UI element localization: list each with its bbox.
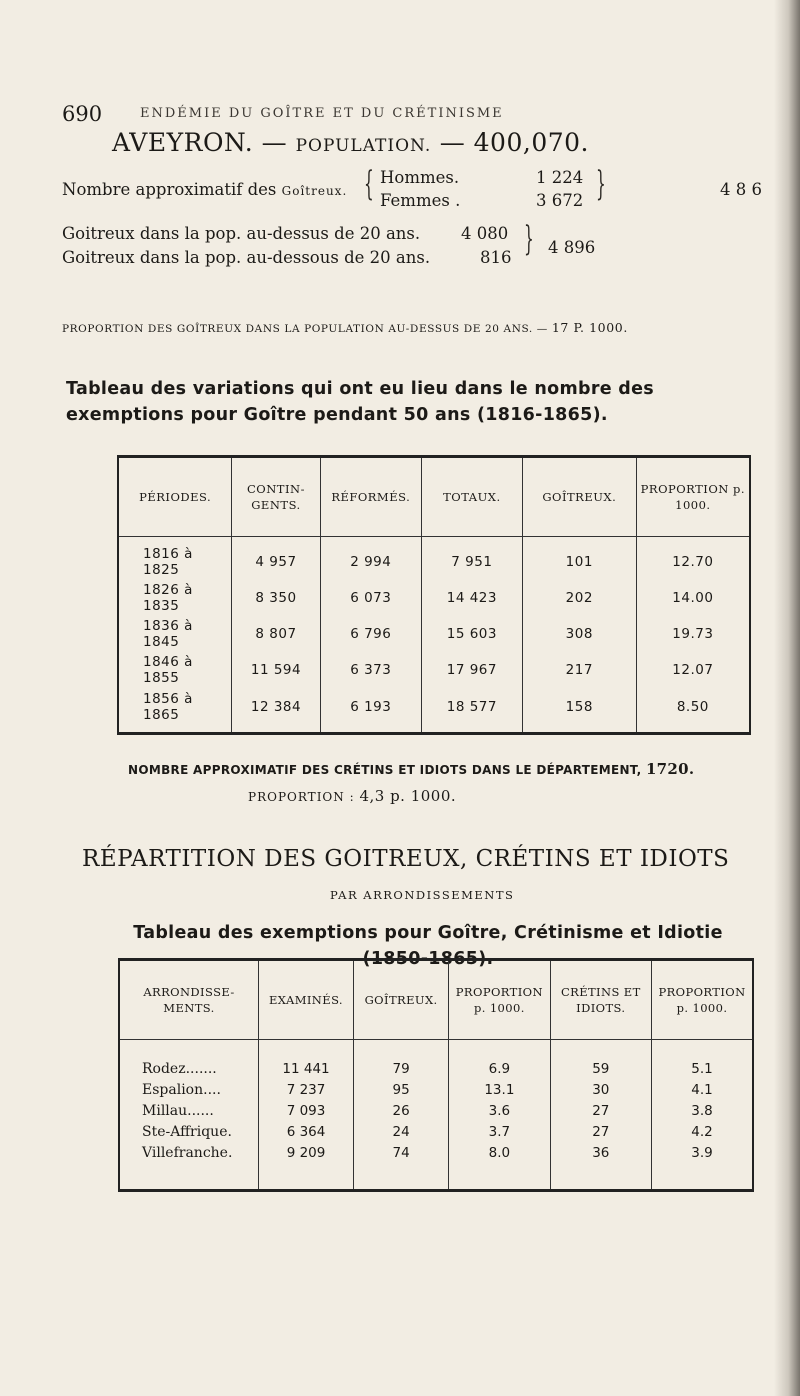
table-row: 1836 à 1845 8 807 6 796 15 603 308 19.73 xyxy=(118,616,750,652)
goitreux-total: 4 8 6 xyxy=(720,180,762,199)
col-header: EXAMINÉS. xyxy=(258,960,353,1040)
table2-caption: Tableau des exemptions pour Goître, Crétinisme et Idiotie (1850-1865). xyxy=(133,923,723,969)
table-header-row xyxy=(119,960,753,1040)
table-row: 1816 à 1825 4 957 2 994 7 951 101 12.70 xyxy=(118,537,750,581)
table-row: Millau...... 7 093 26 3.6 27 3.8 xyxy=(119,1101,753,1122)
table1-caption: Tableau des variations qui ont eu lieu dans le nombre des exemptions pour Goître pendant 50 ans (1816-1865). xyxy=(66,379,655,425)
col-header: GOÎTREUX. xyxy=(522,457,636,537)
exemptions-by-arrondissement-table xyxy=(118,958,754,1192)
table-row: Ste-Affrique. 6 364 24 3.7 27 4.2 xyxy=(119,1122,753,1143)
section-title: RÉPARTITION DES GOITREUX, CRÉTINS ET IDIOTS xyxy=(82,846,730,872)
table-row: Rodez....... 11 441 79 6.9 59 5.1 xyxy=(119,1040,753,1081)
table-row: 1846 à 1855 11 594 6 373 17 967 217 12.07 xyxy=(118,652,750,688)
col-header: ARRONDISSE- MENTS. xyxy=(119,960,258,1040)
age-total: 4 896 xyxy=(548,238,596,257)
col-header: PROPORTION p. 1000. xyxy=(652,960,753,1040)
department-name: AVEYRON. xyxy=(112,128,254,157)
col-header: PÉRIODES. xyxy=(118,457,232,537)
page-edge-shadow xyxy=(774,0,800,1396)
hommes-value: 1 224 xyxy=(536,168,584,187)
cretins-count-line: NOMBRE APPROXIMATIF DES CRÉTINS ET IDIOTS DANS LE DÉPARTEMENT, 1720. xyxy=(128,760,695,778)
running-head: ENDÉMIE DU GOÎTRE ET DU CRÉTINISME xyxy=(140,106,504,121)
brace-sex-close: } xyxy=(595,164,606,204)
below20-value: 816 xyxy=(480,248,512,267)
goitreux-count-label: Nombre approximatif des Goîtreux. xyxy=(62,180,348,199)
femmes-label: Femmes . xyxy=(380,191,461,210)
col-header: CRÉTINS ET IDIOTS. xyxy=(550,960,651,1040)
above20-label: Goitreux dans la pop. au-dessus de 20 ans. xyxy=(62,224,421,243)
department-title: AVEYRON. — POPULATION. — 400,070. xyxy=(112,128,589,157)
col-header: GOÎTREUX. xyxy=(354,960,449,1040)
population-value: 400,070. xyxy=(473,128,589,157)
col-header: PROPORTION p. 1000. xyxy=(449,960,550,1040)
above20-value: 4 080 xyxy=(461,224,509,243)
table-row: Villefranche. 9 209 74 8.0 36 3.9 xyxy=(119,1143,753,1191)
cretins-proportion-line: PROPORTION : 4,3 p. 1000. xyxy=(248,787,457,805)
table-row: 1856 à 1865 12 384 6 193 18 577 158 8.50 xyxy=(118,688,750,733)
col-header: TOTAUX. xyxy=(421,457,522,537)
table-header-row xyxy=(118,457,750,537)
population-label: POPULATION. xyxy=(295,136,432,156)
femmes-value: 3 672 xyxy=(536,191,584,210)
hommes-label: Hommes. xyxy=(380,168,460,187)
col-header: RÉFORMÉS. xyxy=(320,457,421,537)
table-row: Espalion.... 7 237 95 13.1 30 4.1 xyxy=(119,1080,753,1101)
col-header: PROPORTION p. 1000. xyxy=(636,457,750,537)
table-row: 1826 à 1835 8 350 6 073 14 423 202 14.00 xyxy=(118,580,750,616)
brace-sex: { xyxy=(363,164,374,204)
exemptions-by-period-table xyxy=(117,455,751,735)
brace-age: } xyxy=(523,219,534,259)
page-number: 690 xyxy=(62,102,103,126)
goitreux-proportion-line: PROPORTION DES GOÎTREUX DANS LA POPULATION AU-DESSUS DE 20 ANS. — 17 P. 1000. xyxy=(62,320,628,335)
col-header: CONTIN- GENTS. xyxy=(232,457,320,537)
below20-label: Goitreux dans la pop. au-dessous de 20 ans. xyxy=(62,248,431,267)
section-subtitle: PAR ARRONDISSEMENTS xyxy=(330,888,515,902)
